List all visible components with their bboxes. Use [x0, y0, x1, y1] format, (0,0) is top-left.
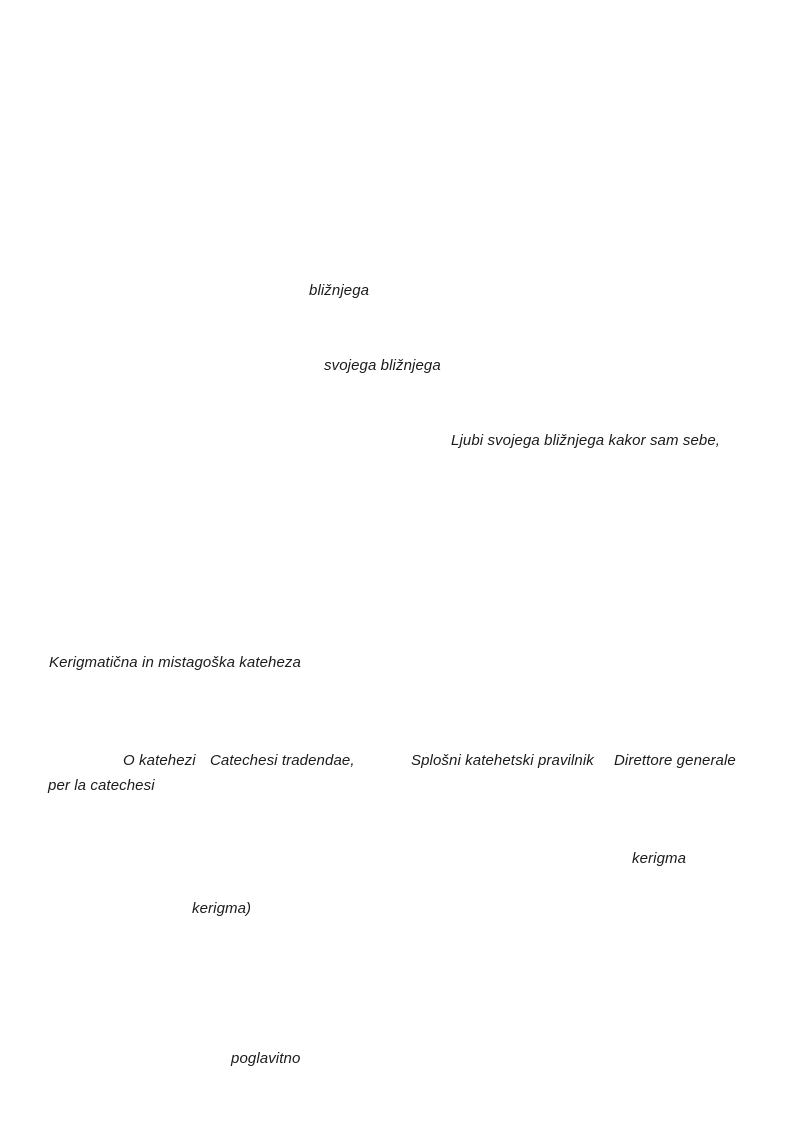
italic-term-poglavitno: poglavitno [231, 1050, 301, 1067]
italic-text-svojega-blizhnjega: svojega bližnjega [324, 357, 441, 374]
italic-quote-ljubi: Ljubi svojega bližnjega kakor sam sebe, [451, 432, 721, 449]
italic-title-per-la-catechesi: per la catechesi [48, 777, 155, 794]
italic-text-blizhnjega: bližnjega [309, 282, 370, 299]
italic-title-o-katehezi: O katehezi [123, 752, 196, 769]
italic-title-splosni-pravilnik: Splošni katehetski pravilnik [411, 752, 594, 769]
italic-term-kerigma-paren: kerigma) [192, 900, 252, 917]
italic-title-direttore-generale: Direttore generale [614, 752, 736, 769]
italic-term-kerigma: kerigma [632, 850, 687, 867]
italic-title-catechesi-tradendae: Catechesi tradendae, [210, 752, 355, 769]
section-heading: Kerigmatična in mistagoška kateheza [49, 654, 301, 671]
